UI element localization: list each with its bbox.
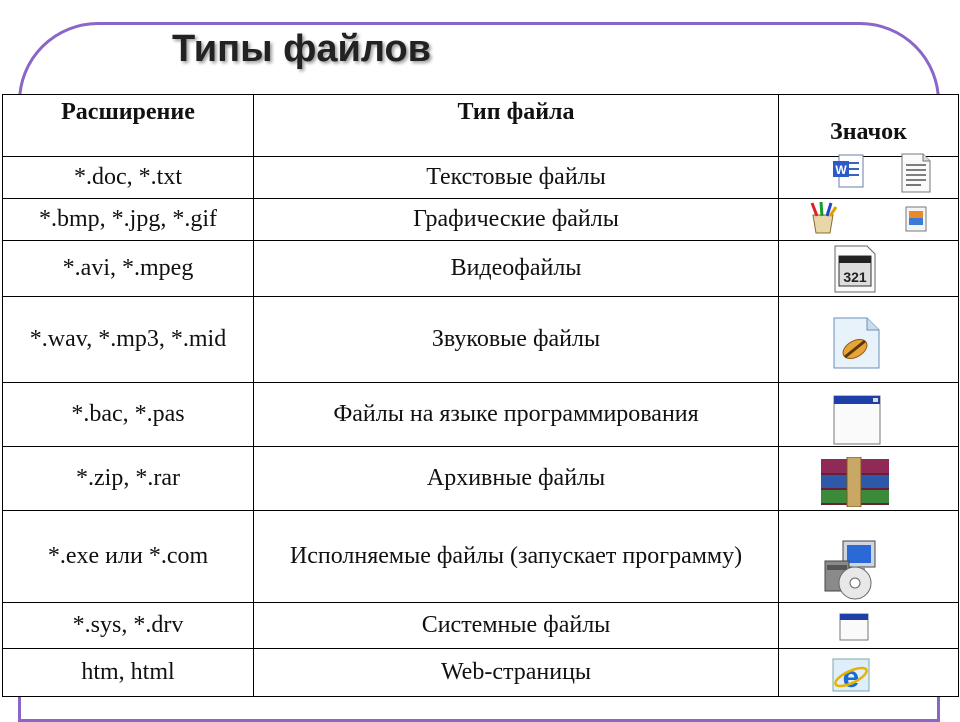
icon-cell bbox=[779, 157, 959, 199]
svg-text:321: 321 bbox=[843, 269, 867, 285]
file-type-cell: Файлы на языке программирования bbox=[254, 383, 779, 447]
extension-cell: *.bac, *.pas bbox=[3, 383, 254, 447]
video-clip-icon bbox=[831, 244, 879, 294]
program-window-icon bbox=[833, 395, 881, 445]
extension-cell: *.exe или *.com bbox=[3, 511, 254, 603]
audio-file-icon bbox=[831, 315, 883, 371]
system-window-icon bbox=[839, 613, 869, 641]
file-type-cell: Графические файлы bbox=[254, 199, 779, 241]
table-row bbox=[3, 603, 959, 649]
extension-cell: *.doc, *.txt bbox=[3, 157, 254, 199]
icon-cell bbox=[779, 297, 959, 383]
header-extension: Расширение bbox=[3, 95, 254, 157]
icon-cell bbox=[779, 383, 959, 447]
winrar-archive-icon bbox=[819, 457, 891, 507]
table-row bbox=[3, 297, 959, 383]
extension-cell: *.bmp, *.jpg, *.gif bbox=[3, 199, 254, 241]
table-row bbox=[3, 241, 959, 297]
icon-cell bbox=[779, 649, 959, 697]
table-header-row bbox=[3, 95, 959, 157]
extension-cell: *.zip, *.rar bbox=[3, 447, 254, 511]
file-type-cell: Системные файлы bbox=[254, 603, 779, 649]
paint-brushes-icon bbox=[807, 201, 839, 235]
internet-explorer-icon bbox=[831, 657, 871, 693]
table-row bbox=[3, 157, 959, 199]
text-document-icon bbox=[899, 152, 933, 194]
word-document-icon bbox=[831, 153, 865, 191]
icon-cell bbox=[779, 603, 959, 649]
table-row bbox=[3, 199, 959, 241]
svg-text:e: e bbox=[842, 661, 860, 693]
icon-cell bbox=[779, 199, 959, 241]
extension-cell: *.avi, *.mpeg bbox=[3, 241, 254, 297]
icon-cell bbox=[779, 447, 959, 511]
file-type-cell: Web-страницы bbox=[254, 649, 779, 697]
table-row bbox=[3, 649, 959, 697]
extension-cell: *.sys, *.drv bbox=[3, 603, 254, 649]
table-row bbox=[3, 511, 959, 603]
table-row bbox=[3, 447, 959, 511]
page-title: Типы файлов bbox=[172, 28, 432, 70]
header-file-type: Тип файла bbox=[254, 95, 779, 157]
picture-file-icon bbox=[905, 206, 927, 232]
file-type-cell: Исполняемые файлы (запускает программу) bbox=[254, 511, 779, 603]
file-types-table bbox=[2, 94, 959, 697]
extension-cell: *.wav, *.mp3, *.mid bbox=[3, 297, 254, 383]
file-type-cell: Звуковые файлы bbox=[254, 297, 779, 383]
file-type-cell: Текстовые файлы bbox=[254, 157, 779, 199]
installer-computer-icon bbox=[819, 539, 883, 601]
icon-cell bbox=[779, 241, 959, 297]
extension-cell: htm, html bbox=[3, 649, 254, 697]
table-row bbox=[3, 383, 959, 447]
svg-text:W: W bbox=[835, 163, 847, 177]
header-icon: Значок bbox=[779, 95, 959, 157]
icon-cell bbox=[779, 511, 959, 603]
file-type-cell: Видеофайлы bbox=[254, 241, 779, 297]
file-type-cell: Архивные файлы bbox=[254, 447, 779, 511]
